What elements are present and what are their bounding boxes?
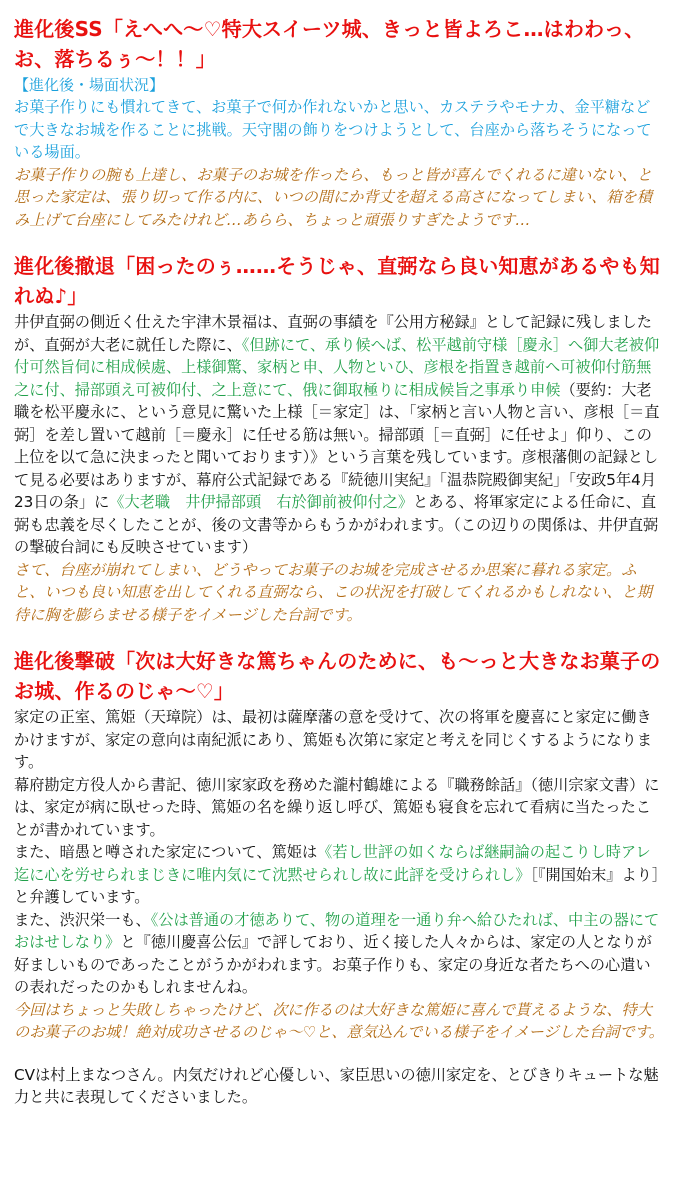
section-evolved-ss xyxy=(14,14,665,231)
commentary-italic: お菓子作りの腕も上達し、お菓子のお城を作ったら、もっと皆が喜んでくれるに違いない、と思った家定は、張り切って作る内に、いつの間にか背丈を超える高さになってしまい、箱を積み上げて台座にしてみたけれど…あらら、ちょっと頑張りすぎたようです… xyxy=(14,165,652,229)
body-paragraph xyxy=(14,311,665,559)
section-heading: 進化後撤退「困ったのぅ……そうじゃ、直弼なら良い知恵があるやも知れぬ♪」 xyxy=(14,254,660,308)
text-run: また、暗愚と噂された家定について、篤姫は xyxy=(14,843,318,861)
scene-tag: 【進化後・場面状況】 xyxy=(14,76,165,94)
text-run: とある、将軍家定による任命に、直弼も忠義を尽くしたことが、後の文書等からもうかがわれます。（この辺りの関係は、井伊直弼の撃破台詞にも反映させています） xyxy=(14,493,659,556)
quote-text: 《大老職 井伊掃部頭 右於御前被仰付之》 xyxy=(109,493,414,511)
body-paragraph xyxy=(14,841,665,909)
text-run: 井伊直弼の側近く仕えた宇津木景福は、直弼の事績を『公用方秘録』として記録に残しましたが、直弼が大老に就任した際に、 xyxy=(14,313,652,354)
body-paragraph xyxy=(14,909,665,999)
commentary-italic: 今回はちょっと失敗しちゃったけど、次に作るのは大好きな篤姫に喜んで貰えるような、特大のお菓子のお城！絶対成功させるのじゃ～♡と、意気込んでいる様子をイメージした台詞です。 xyxy=(14,1000,664,1041)
section-evolved-defeat xyxy=(14,646,665,1044)
quote-text: 《公は普通の才徳ありて、物の道理を一通り弁へ給ひたれば、中主の器にておはせしなり》 xyxy=(14,910,660,951)
body-paragraph: 家定の正室、篤姫（天璋院）は、最初は薩摩藩の意を受けて、次の将軍を慶喜にと家定に働きかけますが、家定の意向は南紀派にあり、篤姫も次第に家定と考えを同じくするようになります。 xyxy=(14,708,652,771)
scene-description: お菓子作りにも慣れてきて、お菓子で何か作れないかと思い、カステラやモナカ、金平糖などで大きなお城を作ることに挑戦。天守閣の飾りをつけようとして、台座から落ちそうになっている場面。 xyxy=(14,98,652,161)
section-heading: 進化後撃破「次は大好きな篤ちゃんのために、も～っと大きなお菓子のお城、作るのじゃ～♡」 xyxy=(14,649,661,703)
text-run: ［『開国始末』より］と弁護しています。 xyxy=(14,865,660,906)
quote-text: 《若し世評の如くならば継嗣論の起こりし時アレ迄に心を労せられまじきに唯内気にて沈黙せられし故に此評を受けられし》 xyxy=(14,843,651,884)
text-run: また、渋沢栄一も、 xyxy=(14,910,151,929)
text-run: （要約：大老職を松平慶永に、という意見に驚いた上様［＝家定］は、「家柄と言い人物と言い、彦根［＝直弼］を差し置いて越前［＝慶永］に任せる筋は無い。掃部頭［＝直弼］に任せよ」仰り、この上位を以て急に決まったと聞いております）》という言葉を残しています。彦根藩側の記録として見る必要はありますが、幕府公式記録である『続徳川実紀』「温恭院殿御実紀」「安政5年4月23日の条」に xyxy=(14,380,660,511)
quote-text: 《但跡にて、承り候へば、松平越前守様［慶永］へ御大老被仰付可然旨伺に相成候處、上様御驚、家柄と申、人物といひ、彦根を指置き越前へ可被仰付筋無之に付、掃部頭え可被仰付、之上意にて、俄に御取極りに相成候旨之事承り申候 xyxy=(14,335,660,399)
text-run: と『徳川慶喜公伝』で評しており、近く接した人々からは、家定の人となりが好ましいものであったことがうかがわれます。お菓子作りも、家定の身近な者たちへの心遣いの表れだったのかもしれませんね。 xyxy=(14,933,652,996)
section-evolved-retreat xyxy=(14,251,665,626)
cv-note: CVは村上まなつさん。内気だけれど心優しい、家臣思いの徳川家定を、とびきりキュートな魅力と共に表現してくださいました。 xyxy=(14,1065,659,1106)
commentary-italic: さて、台座が崩れてしまい、どうやってお菓子のお城を完成させるか思案に暮れる家定。ふと、いつも良い知恵を出してくれる直弼なら、この状況を打破してくれるかもしれない、と期待に胸を膨らませる様子をイメージした台詞です。 xyxy=(14,560,652,624)
section-heading: 進化後SS「えへへ～♡特大スイーツ城、きっと皆よろこ…はわわっ、お、落ちるぅ～！！」 xyxy=(14,17,645,71)
body-paragraph: 幕府勘定方役人から書記、徳川家家政を務めた瀧村鶴雄による『職務餘話』（徳川宗家文書）には、家定が病に臥せった時、篤姫の名を繰り返し呼び、篤姫も寝食を忘れて看病に当たったことが書かれています。 xyxy=(14,775,660,839)
